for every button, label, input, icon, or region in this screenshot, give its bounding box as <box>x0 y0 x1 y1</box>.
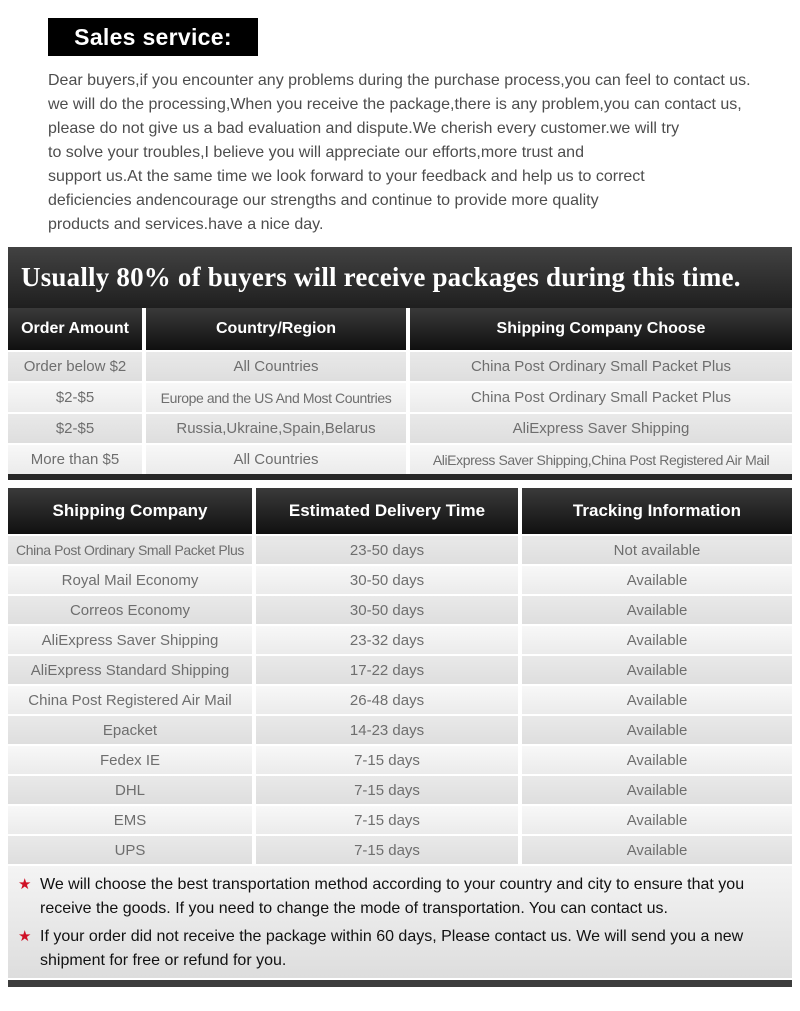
table-cell: DHL <box>8 776 252 804</box>
shipping-time-banner: Usually 80% of buyers will receive packages during this time. <box>8 247 792 308</box>
table-cell: Correos Economy <box>8 596 252 624</box>
sales-service-badge: Sales service: <box>48 18 258 56</box>
intro-line: please do not give us a bad evaluation and dispute.We cherish every customer.we will try <box>48 120 680 137</box>
table-cell: Royal Mail Economy <box>8 566 252 594</box>
table-cell: AliExpress Saver Shipping <box>410 414 792 443</box>
shipping-notes <box>8 866 792 978</box>
table-cell: 7-15 days <box>256 836 518 864</box>
table-cell: China Post Ordinary Small Packet Plus <box>410 383 792 412</box>
table-cell: AliExpress Saver Shipping <box>8 626 252 654</box>
intro-line: to solve your troubles,I believe you will appreciate our efforts,more trust and <box>48 144 584 161</box>
table-cell: All Countries <box>146 445 406 474</box>
table-cell: Available <box>522 566 792 594</box>
table-cell: Available <box>522 716 792 744</box>
table-cell: Available <box>522 746 792 774</box>
table-cell: 7-15 days <box>256 746 518 774</box>
table-cell: Order below $2 <box>8 352 142 381</box>
table-cell: Available <box>522 836 792 864</box>
table-cell: 7-15 days <box>256 776 518 804</box>
table-cell: $2-$5 <box>8 414 142 443</box>
table-cell: Available <box>522 686 792 714</box>
table-cell: Available <box>522 806 792 834</box>
column-header-shipping-company-choose: Shipping Company Choose <box>410 308 792 350</box>
shipping-time-table <box>8 247 792 480</box>
table-cell: 14-23 days <box>256 716 518 744</box>
table-cell: Russia,Ukraine,Spain,Belarus <box>146 414 406 443</box>
intro-line: deficiencies andencourage our strengths and continue to provide more quality <box>48 192 599 209</box>
table-cell: 7-15 days <box>256 806 518 834</box>
column-header-shipping-company: Shipping Company <box>8 488 252 534</box>
star-icon: ★ <box>18 928 32 945</box>
intro-line: we will do the processing,When you receive the package,there is any problem,you can contact us, <box>48 96 742 113</box>
column-header-order-amount: Order Amount <box>8 308 142 350</box>
table-cell: AliExpress Saver Shipping,China Post Registered Air Mail <box>410 445 792 474</box>
star-icon: ★ <box>18 876 32 893</box>
table-cell: More than $5 <box>8 445 142 474</box>
table-cell: AliExpress Standard Shipping <box>8 656 252 684</box>
table-cell: China Post Ordinary Small Packet Plus <box>410 352 792 381</box>
table-cell: 23-50 days <box>256 536 518 564</box>
table-cell: 30-50 days <box>256 596 518 624</box>
table-cell: China Post Ordinary Small Packet Plus <box>8 536 252 564</box>
bottom-divider-bar <box>8 980 792 987</box>
column-header-tracking-information: Tracking Information <box>522 488 792 534</box>
table-cell: 23-32 days <box>256 626 518 654</box>
table-cell: UPS <box>8 836 252 864</box>
note-item <box>16 873 786 921</box>
table-cell: 26-48 days <box>256 686 518 714</box>
intro-paragraph <box>48 69 764 237</box>
table-cell: EMS <box>8 806 252 834</box>
intro-line: support us.At the same time we look forward to your feedback and help us to correct <box>48 168 645 185</box>
table-cell: Not available <box>522 536 792 564</box>
table-cell: 30-50 days <box>256 566 518 594</box>
table-bottom-border <box>8 474 792 480</box>
table-cell: Europe and the US And Most Countries <box>146 383 406 412</box>
table-cell: Available <box>522 656 792 684</box>
intro-line: products and services.have a nice day. <box>48 216 324 233</box>
table-cell: Available <box>522 626 792 654</box>
delivery-time-table <box>8 488 792 864</box>
table-cell: Available <box>522 596 792 624</box>
column-header-country-region: Country/Region <box>146 308 406 350</box>
column-header-estimated-delivery-time: Estimated Delivery Time <box>256 488 518 534</box>
shipping-time-grid <box>8 308 792 474</box>
table-cell: All Countries <box>146 352 406 381</box>
note-item <box>16 925 786 973</box>
page <box>0 18 800 1011</box>
note-text: If your order did not receive the package within 60 days, Please contact us. We will send you a new shipment for free or refund for you. <box>40 928 744 969</box>
delivery-time-grid <box>8 488 792 864</box>
table-cell: $2-$5 <box>8 383 142 412</box>
table-cell: China Post Registered Air Mail <box>8 686 252 714</box>
table-cell: 17-22 days <box>256 656 518 684</box>
table-cell: Available <box>522 776 792 804</box>
intro-line: Dear buyers,if you encounter any problems during the purchase process,you can feel to contact us. <box>48 72 751 89</box>
table-cell: Epacket <box>8 716 252 744</box>
note-text: We will choose the best transportation method according to your country and city to ensure that you receive the goods. If you need to change the mode of transportation. You can contact us. <box>40 876 745 917</box>
table-cell: Fedex IE <box>8 746 252 774</box>
